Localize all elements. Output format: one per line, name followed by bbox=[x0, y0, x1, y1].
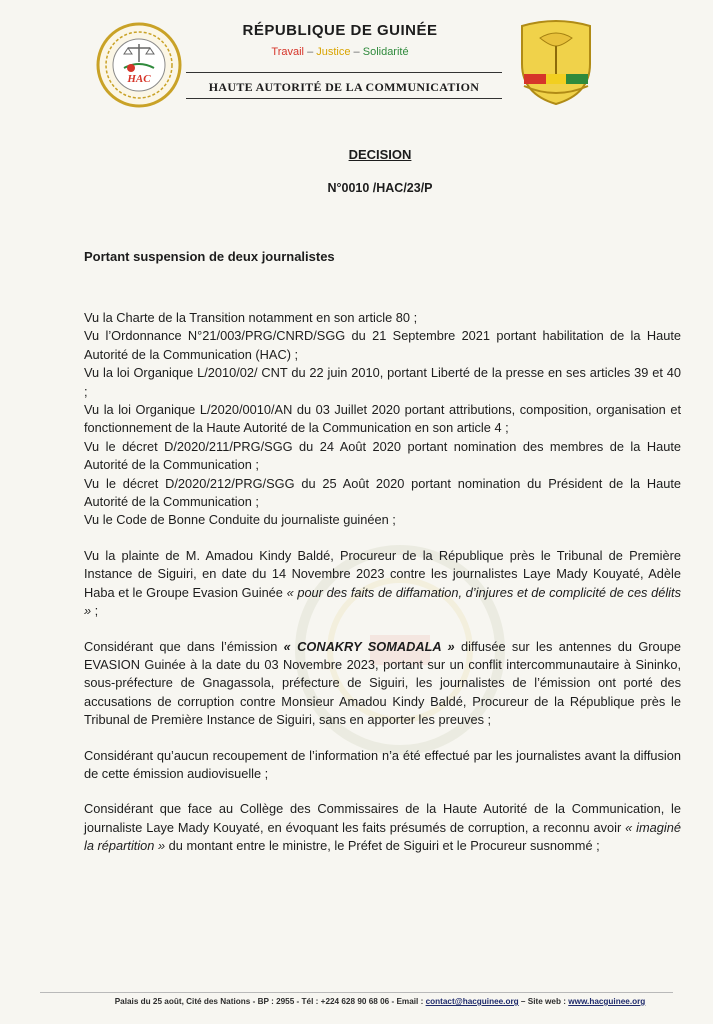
whereas-text: Considérant que face au Collège des Commissaires de la Haute Autorité de la Communication, le journaliste Laye Mady Kouyaté, en évoquant les faits présumés de corruption, a reconnu avoir bbox=[84, 801, 681, 835]
document-subject: Portant suspension de deux journalistes bbox=[84, 249, 335, 264]
whereas-paragraph: Considérant qu’aucun recoupement de l’information n’a été effectué par les journalistes avant la diffusion de cette émission audiovisuelle ; bbox=[84, 747, 681, 781]
motto-separator: – bbox=[304, 46, 317, 58]
footer-site-label: – Site web : bbox=[518, 997, 569, 1006]
whereas-text: diffusée sur les antennes du Groupe EVASION Guinée à la date du 03 Novembre 2023, portant sur un conflit intercommunautaire à Sininko, sous-préfecture de Gnagassola, préfecture de Siguiri, les journalistes de l’émission ont porté des accusations de corruption contre Monsieur Amadou Kindy Baldé, Procureur de la République près le Tribunal de Première Instance de Siguiri, sans en apporter les preuves ; bbox=[84, 638, 682, 728]
whereas-paragraph bbox=[84, 800, 681, 855]
footer-email-link[interactable]: contact@hacguinee.org bbox=[425, 997, 519, 1006]
complaint-quote: « pour des faits de diffamation, d’injures et de complicité de ces délits » bbox=[84, 584, 681, 619]
document-number: N°0010 /HAC/23/P bbox=[327, 181, 433, 195]
motto-separator: – bbox=[350, 46, 363, 58]
republic-title: RÉPUBLIQUE DE GUINÉE bbox=[242, 22, 438, 39]
whereas-text: du montant entre le ministre, le Préfet de Siguiri et le Procureur susnommé ; bbox=[165, 838, 600, 854]
whereas-text: Considérant que dans l’émission bbox=[84, 638, 284, 654]
visa-paragraph: Vu la loi Organique L/2020/0010/AN du 03 Juillet 2020 portant attributions, composition, organisation et fonctionnement de la Haute Autorité de la Communication en son article 4 ; bbox=[84, 402, 681, 436]
visa-paragraph: Vu la Charte de la Transition notamment en son article 80 ; bbox=[84, 310, 418, 325]
motto-travail: Travail bbox=[271, 46, 305, 58]
complaint-text: Vu la plainte de M. Amadou Kindy Baldé, Procureur de la République près le Tribunal de Première Instance de Siguiri, en date du 14 Novembre 2023 contre les journalistes Laye Mady Kouyaté, Adèle Haba et le Groupe Evasion Guinée bbox=[84, 547, 681, 600]
hac-logo-text: HAC bbox=[127, 73, 151, 85]
visa-paragraph: Vu le Code de Bonne Conduite du journaliste guinéen ; bbox=[84, 512, 396, 528]
complaint-paragraph bbox=[84, 547, 681, 621]
visa-paragraph: Vu le décret D/2020/212/PRG/SGG du 25 Août 2020 portant nomination du Président de la Haute Autorité de la Communication ; bbox=[84, 475, 681, 510]
visa-paragraph: Vu l’Ordonnance N°21/003/PRG/CNRD/SGG du 21 Septembre 2021 portant habilitation de la Haute Autorité de la Communication (HAC) ; bbox=[84, 328, 681, 362]
complaint-end: ; bbox=[91, 603, 99, 619]
hac-emblem-icon bbox=[96, 22, 182, 108]
document-title: DECISION bbox=[348, 147, 412, 162]
organization-name: HAUTE AUTORITÉ DE LA COMMUNICATION bbox=[208, 80, 480, 94]
decision-body bbox=[84, 309, 681, 856]
national-motto bbox=[200, 46, 480, 58]
motto-solidarite: Solidarité bbox=[362, 46, 409, 58]
guinea-coat-of-arms-icon bbox=[510, 16, 602, 108]
motto-justice: Justice bbox=[316, 46, 351, 58]
visa-paragraph: Vu la loi Organique L/2010/02/ CNT du 22 juin 2010, portant Liberté de la presse en ses articles 39 et 40 ; bbox=[84, 365, 681, 399]
visa-paragraph: Vu le décret D/2020/211/PRG/SGG du 24 Août 2020 portant nomination des membres de la Haute Autorité de la Communication ; bbox=[84, 438, 681, 473]
admission-quote: « imaginé la répartition » bbox=[84, 819, 681, 854]
header-divider-bottom bbox=[186, 98, 502, 99]
program-name: « CONAKRY SOMADALA » bbox=[283, 638, 455, 654]
footer-contact bbox=[0, 997, 713, 1006]
header-divider-top bbox=[186, 72, 502, 73]
whereas-paragraph bbox=[84, 638, 681, 730]
footer-divider bbox=[40, 992, 673, 993]
footer-address: Palais du 25 août, Cité des Nations - BP : 2955 - Tél : +224 628 90 68 06 - Email : bbox=[114, 997, 426, 1006]
footer-website-link[interactable]: www.hacguinee.org bbox=[568, 997, 646, 1006]
